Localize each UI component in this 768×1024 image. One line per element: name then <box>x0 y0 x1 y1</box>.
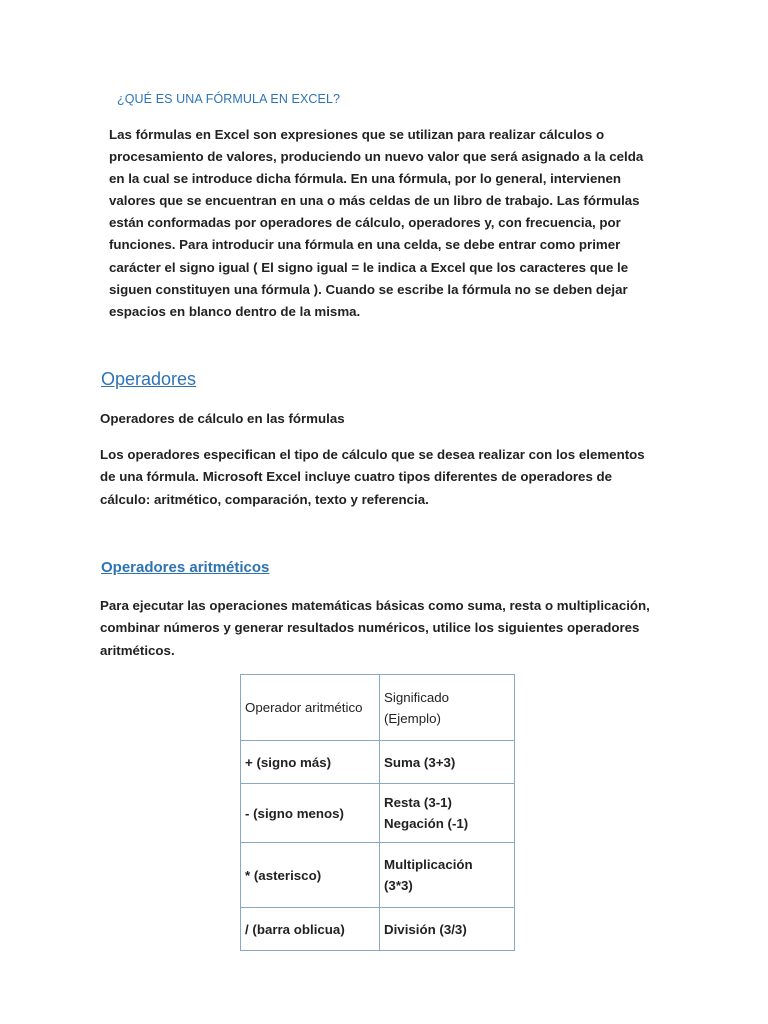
intro-line: valores que se encuentran en una o más celdas de un libro de trabajo. Las fórmulas <box>109 193 640 209</box>
para-line: Los operadores especifican el tipo de cálculo que se desea realizar con los elementos <box>100 447 645 462</box>
para-line: combinar números y generar resultados numéricos, utilice los siguientes operadores <box>100 620 640 636</box>
subheading-operadores-calculo: Operadores de cálculo en las fórmulas <box>100 411 345 426</box>
table-row <box>241 741 515 784</box>
operator-cell: + (signo más) <box>241 741 380 784</box>
operator-cell: / (barra oblicua) <box>241 908 380 951</box>
operator-cell: - (signo menos) <box>241 784 380 843</box>
intro-line: Las fórmulas en Excel son expresiones que se utilizan para realizar cálculos o <box>109 127 605 142</box>
intro-line: están conformadas por operadores de cálculo, operadores y, con frecuencia, por <box>109 215 621 231</box>
header-operador: Operador aritmético <box>241 675 380 741</box>
meaning-cell <box>380 741 515 784</box>
heading-operadores: Operadores <box>101 369 197 389</box>
meaning-line: Suma (3+3) <box>384 754 456 770</box>
header-significado <box>380 675 515 741</box>
intro-line: funciones. Para introducir una fórmula en una celda, se debe entrar como primer <box>109 237 621 253</box>
meaning-line: Resta (3-1) <box>384 795 452 810</box>
meaning-cell <box>380 908 515 951</box>
intro-line: procesamiento de valores, produciendo un nuevo valor que será asignado a la celda <box>109 149 644 165</box>
para-line: de una fórmula. Microsoft Excel incluye cuatro tipos diferentes de operadores de <box>100 469 613 485</box>
heading-operadores-aritmeticos: Operadores aritméticos <box>101 559 270 576</box>
meaning-line: Negación (-1) <box>384 816 469 831</box>
aritmeticos-paragraph <box>100 595 660 662</box>
intro-line: en la cual se introduce dicha fórmula. En una fórmula, por lo general, intervienen <box>109 171 622 187</box>
table-row <box>241 843 515 908</box>
para-line: cálculo: aritmético, comparación, texto y referencia. <box>100 491 429 507</box>
table-row <box>241 784 515 843</box>
meaning-line: Multiplicación <box>384 857 473 872</box>
intro-paragraph <box>109 124 658 323</box>
operators-table <box>240 674 515 951</box>
intro-line: espacios en blanco dentro de la misma. <box>109 303 361 319</box>
para-line: aritméticos. <box>100 642 175 658</box>
operator-cell: * (asterisco) <box>241 843 380 908</box>
table-row <box>241 908 515 951</box>
intro-line: siguen constituyen una fórmula ). Cuando se escribe la fórmula no se deben dejar <box>109 281 628 297</box>
header-significado-line1: Significado <box>384 689 450 705</box>
para-line: Para ejecutar las operaciones matemáticas básicas como suma, resta o multiplicación, <box>100 598 650 613</box>
operadores-paragraph <box>100 444 660 511</box>
table-header-row <box>241 675 515 741</box>
meaning-cell <box>380 843 515 908</box>
meaning-cell <box>380 784 515 843</box>
meaning-line: División (3/3) <box>384 921 467 937</box>
meaning-line: (3*3) <box>384 878 413 893</box>
heading-que-es-formula: ¿QUÉ ES UNA FÓRMULA EN EXCEL? <box>117 92 341 106</box>
intro-line: carácter el signo igual ( El signo igual = le indica a Excel que los caracteres que le <box>109 259 629 275</box>
header-significado-line2: (Ejemplo) <box>384 710 441 726</box>
